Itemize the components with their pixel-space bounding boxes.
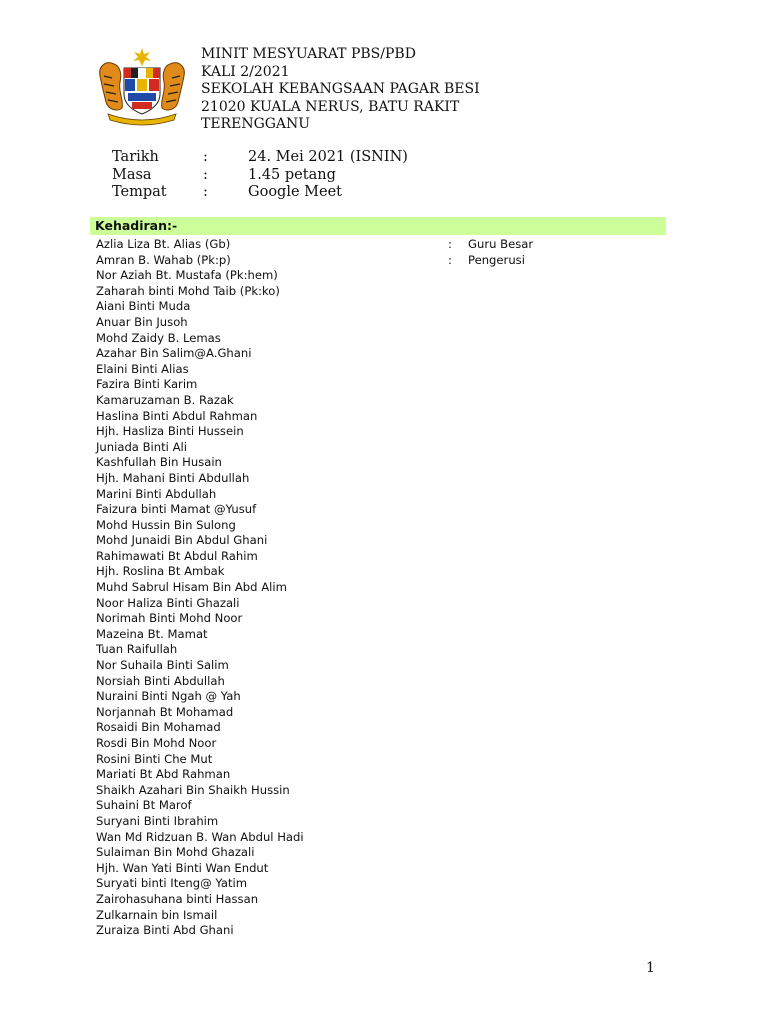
attendee-name: Muhd Sabrul Hisam Bin Abd Alim xyxy=(96,580,287,595)
attendee-name: Wan Md Ridzuan B. Wan Abdul Hadi xyxy=(96,829,304,844)
attendee-name: Rahimawati Bt Abdul Rahim xyxy=(96,548,258,563)
attendee-name: Norsiah Binti Abdullah xyxy=(96,673,225,688)
meeting-header xyxy=(201,46,480,134)
attendee-name: Faizura binti Mamat @Yusuf xyxy=(96,502,257,517)
attendee-row xyxy=(96,237,656,253)
attendee-name: Haslina Binti Abdul Rahman xyxy=(96,408,258,423)
attendee-row xyxy=(96,892,656,908)
attendee-name: Mohd Zaidy B. Lemas xyxy=(96,330,221,345)
attendee-name: Zulkarnain bin Ismail xyxy=(96,907,218,922)
attendee-row xyxy=(96,736,656,752)
attendee-name: Nuraini Binti Ngah @ Yah xyxy=(96,689,241,704)
attendee-name: Noor Haliza Binti Ghazali xyxy=(96,595,240,610)
attendee-role-colon: : xyxy=(448,252,452,267)
attendee-name: Juniada Binti Ali xyxy=(96,439,187,454)
attendee-row xyxy=(96,580,656,596)
attendee-row xyxy=(96,440,656,456)
attendee-row xyxy=(96,720,656,736)
attendee-row xyxy=(96,284,656,300)
attendee-row xyxy=(96,533,656,549)
attendee-name: Rosini Binti Che Mut xyxy=(96,751,213,766)
attendee-name: Hjh. Roslina Bt Ambak xyxy=(96,564,225,579)
attendee-row xyxy=(96,362,656,378)
header-address: 21020 KUALA NERUS, BATU RAKIT xyxy=(201,98,460,115)
attendee-name: Norimah Binti Mohd Noor xyxy=(96,611,243,626)
attendee-row xyxy=(96,845,656,861)
attendee-name: Marini Binti Abdullah xyxy=(96,486,217,501)
attendee-name: Fazira Binti Karim xyxy=(96,377,198,392)
attendee-name: Kamaruzaman B. Razak xyxy=(96,392,234,407)
header-session: KALI 2/2021 xyxy=(201,63,290,80)
attendee-row xyxy=(96,253,656,269)
attendee-name: Sulaiman Bin Mohd Ghazali xyxy=(96,845,255,860)
attendee-row xyxy=(96,424,656,440)
attendee-row xyxy=(96,315,656,331)
attendee-role: Pengerusi xyxy=(468,252,525,267)
header-state: TERENGGANU xyxy=(201,116,311,132)
attendee-row xyxy=(96,627,656,643)
attendee-row xyxy=(96,674,656,690)
attendee-row xyxy=(96,783,656,799)
kehadiran-heading: Kehadiran:- xyxy=(95,218,178,233)
attendee-row xyxy=(96,487,656,503)
attendee-name: Mohd Hussin Bin Sulong xyxy=(96,517,236,532)
attendee-name: Amran B. Wahab (Pk:p) xyxy=(96,252,231,267)
attendee-name: Azlia Liza Bt. Alias (Gb) xyxy=(96,237,231,251)
attendee-row xyxy=(96,564,656,580)
attendee-row xyxy=(96,596,656,612)
attendee-name: Suryani Binti Ibrahim xyxy=(96,813,219,828)
attendee-name: Suryati binti Iteng@ Yatim xyxy=(96,876,248,891)
attendee-name: Zuraiza Binti Abd Ghani xyxy=(96,923,234,938)
attendee-name: Elaini Binti Alias xyxy=(96,361,189,376)
attendee-row xyxy=(96,814,656,830)
tempat-value: Google Meet xyxy=(248,184,342,200)
malaysia-coat-of-arms-icon xyxy=(94,46,190,126)
attendee-row xyxy=(96,471,656,487)
attendee-row xyxy=(96,409,656,425)
attendee-row xyxy=(96,346,656,362)
attendee-name: Anuar Bin Jusoh xyxy=(96,314,188,329)
attendee-row xyxy=(96,299,656,315)
attendee-name: Rosaidi Bin Mohamad xyxy=(96,720,221,735)
attendee-role: Guru Besar xyxy=(468,237,534,251)
tempat-colon: : xyxy=(203,184,208,200)
attendee-row xyxy=(96,923,656,939)
masa-label: Masa xyxy=(112,166,152,183)
attendee-row xyxy=(96,518,656,534)
header-school-name: SEKOLAH KEBANGSAAN PAGAR BESI xyxy=(201,81,480,97)
tarikh-label: Tarikh xyxy=(112,149,159,165)
attendee-name: Tuan Raifullah xyxy=(96,642,178,657)
attendee-name: Mohd Junaidi Bin Abdul Ghani xyxy=(96,533,268,548)
attendee-name: Zairohasuhana binti Hassan xyxy=(96,891,259,906)
attendee-name: Suhaini Bt Marof xyxy=(96,798,192,813)
attendee-name: Nor Aziah Bt. Mustafa (Pk:hem) xyxy=(96,268,278,283)
attendee-name: Aiani Binti Muda xyxy=(96,299,191,314)
attendee-row xyxy=(96,377,656,393)
attendee-row xyxy=(96,767,656,783)
kehadiran-heading-bar xyxy=(90,217,666,235)
attendee-row xyxy=(96,689,656,705)
attendee-name: Mazeina Bt. Mamat xyxy=(96,626,208,641)
attendee-name: Shaikh Azahari Bin Shaikh Hussin xyxy=(96,782,290,797)
header-title: MINIT MESYUARAT PBS/PBD xyxy=(201,46,416,62)
tarikh-value: 24. Mei 2021 (ISNIN) xyxy=(248,149,408,165)
attendee-row xyxy=(96,502,656,518)
attendee-row xyxy=(96,611,656,627)
attendee-row xyxy=(96,861,656,877)
attendee-row xyxy=(96,393,656,409)
tarikh-colon: : xyxy=(203,149,208,165)
attendee-row xyxy=(96,642,656,658)
attendee-name: Norjannah Bt Mohamad xyxy=(96,704,234,719)
attendee-name: Zaharah binti Mohd Taib (Pk:ko) xyxy=(96,283,280,298)
attendee-name: Kashfullah Bin Husain xyxy=(96,455,222,470)
attendee-role-colon: : xyxy=(448,237,452,251)
attendee-row xyxy=(96,331,656,347)
attendee-name: Mariati Bt Abd Rahman xyxy=(96,767,231,782)
attendee-row xyxy=(96,658,656,674)
page-number: 1 xyxy=(646,960,655,976)
attendee-name: Hjh. Wan Yati Binti Wan Endut xyxy=(96,860,269,875)
attendee-list xyxy=(96,237,656,939)
attendee-name: Nor Suhaila Binti Salim xyxy=(96,658,229,673)
masa-value: 1.45 petang xyxy=(248,166,336,183)
attendee-name: Hjh. Mahani Binti Abdullah xyxy=(96,470,250,485)
masa-colon: : xyxy=(203,166,208,183)
coat-of-arms-logo xyxy=(94,46,190,126)
attendee-row xyxy=(96,798,656,814)
attendee-row xyxy=(96,876,656,892)
attendee-name: Rosdi Bin Mohd Noor xyxy=(96,736,217,750)
tempat-label: Tempat xyxy=(112,184,167,200)
attendee-row xyxy=(96,455,656,471)
attendee-row xyxy=(96,268,656,284)
attendee-name: Hjh. Hasliza Binti Hussein xyxy=(96,424,244,439)
attendee-row xyxy=(96,705,656,721)
attendee-row xyxy=(96,549,656,565)
attendee-name: Azahar Bin Salim@A.Ghani xyxy=(96,346,252,361)
attendee-row xyxy=(96,908,656,924)
attendee-row xyxy=(96,830,656,846)
attendee-row xyxy=(96,752,656,768)
